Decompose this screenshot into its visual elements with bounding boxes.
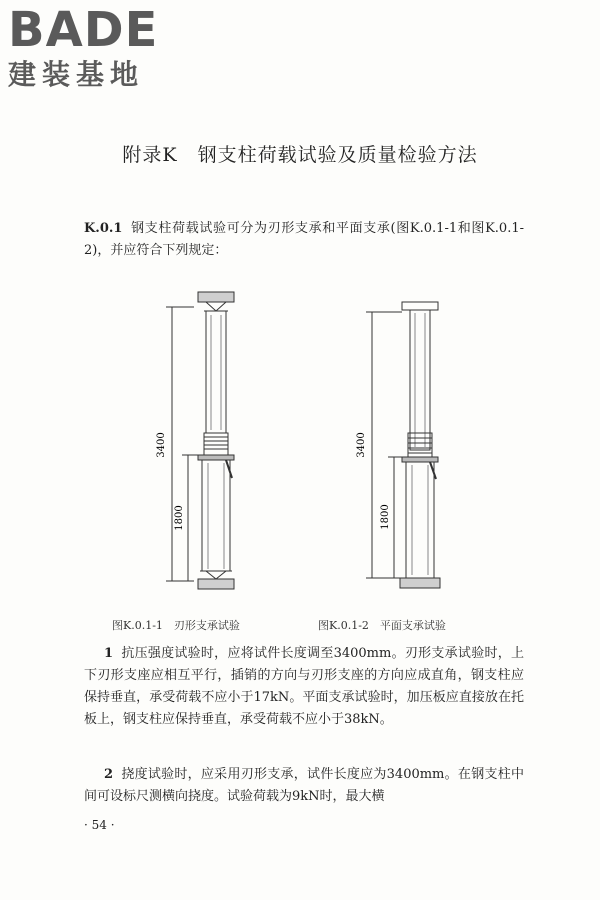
left-dim-total: 3400 (156, 432, 167, 458)
thread-section (408, 433, 432, 457)
lower-tube (406, 462, 434, 578)
clause-k-0-1 (84, 218, 524, 262)
upper-tube (410, 310, 430, 450)
right-dimension-lines (366, 312, 406, 578)
appendix-title: 附录K 钢支柱荷载试验及质量检验方法 (122, 144, 478, 166)
steel-prop-figures (150, 285, 470, 605)
top-knife-support (198, 292, 234, 302)
logo (8, 4, 158, 92)
right-dim-lower: 1800 (380, 504, 391, 530)
item-2-number: 2 (104, 767, 114, 782)
item-1 (84, 643, 524, 731)
logo-subtitle: 建装基地 (8, 58, 145, 91)
adjusting-collar (402, 457, 438, 462)
page-number: · 54 · (84, 818, 115, 832)
figure-caption-right: 图K.0.1-2 平面支承试验 (318, 619, 446, 632)
left-dimension-lines (166, 307, 202, 581)
logo-mark: BADE (8, 2, 159, 58)
locking-pin (430, 462, 436, 479)
item-2-text: 挠度试验时，应采用刃形支承，试件长度应为3400mm。在钢支柱中间可设标尺测横向挠度。试验荷载为9kN时，最大横 (84, 767, 524, 804)
flat-support-drawing (400, 302, 440, 588)
right-dim-total: 3400 (356, 432, 367, 458)
locking-pin (226, 460, 232, 478)
clause-text: 钢支柱荷载试验可分为刃形支承和平面支承(图K.0.1-1和图K.0.1-2)，并应符合下列规定： (84, 221, 524, 258)
adjusting-collar (198, 455, 234, 460)
item-2 (84, 764, 524, 808)
figure-caption-left: 图K.0.1-1 刃形支承试验 (112, 619, 240, 632)
upper-tube (206, 311, 226, 433)
bottom-base-plate (400, 578, 440, 588)
thread-section (204, 433, 228, 455)
clause-number: K.0.1 (84, 221, 123, 236)
knife-edge-support-drawing (198, 292, 234, 589)
top-load-plate (402, 302, 438, 310)
lower-tube (202, 460, 230, 571)
bottom-knife-edge (206, 571, 226, 579)
bottom-knife-support (198, 579, 234, 589)
item-1-number: 1 (104, 646, 114, 661)
item-1-text: 抗压强度试验时，应将试件长度调至3400mm。刃形支承试验时，上下刃形支座应相互平行，插销的方向与刃形支座的方向应成直角，钢支柱应保持垂直，承受荷载不应小于17kN。平面支承试验时，加压板应直接放在托板上，钢支柱应保持垂直，承受荷载不应小于38kN。 (84, 646, 524, 727)
left-dim-lower: 1800 (174, 505, 185, 531)
top-knife-edge (206, 302, 226, 311)
